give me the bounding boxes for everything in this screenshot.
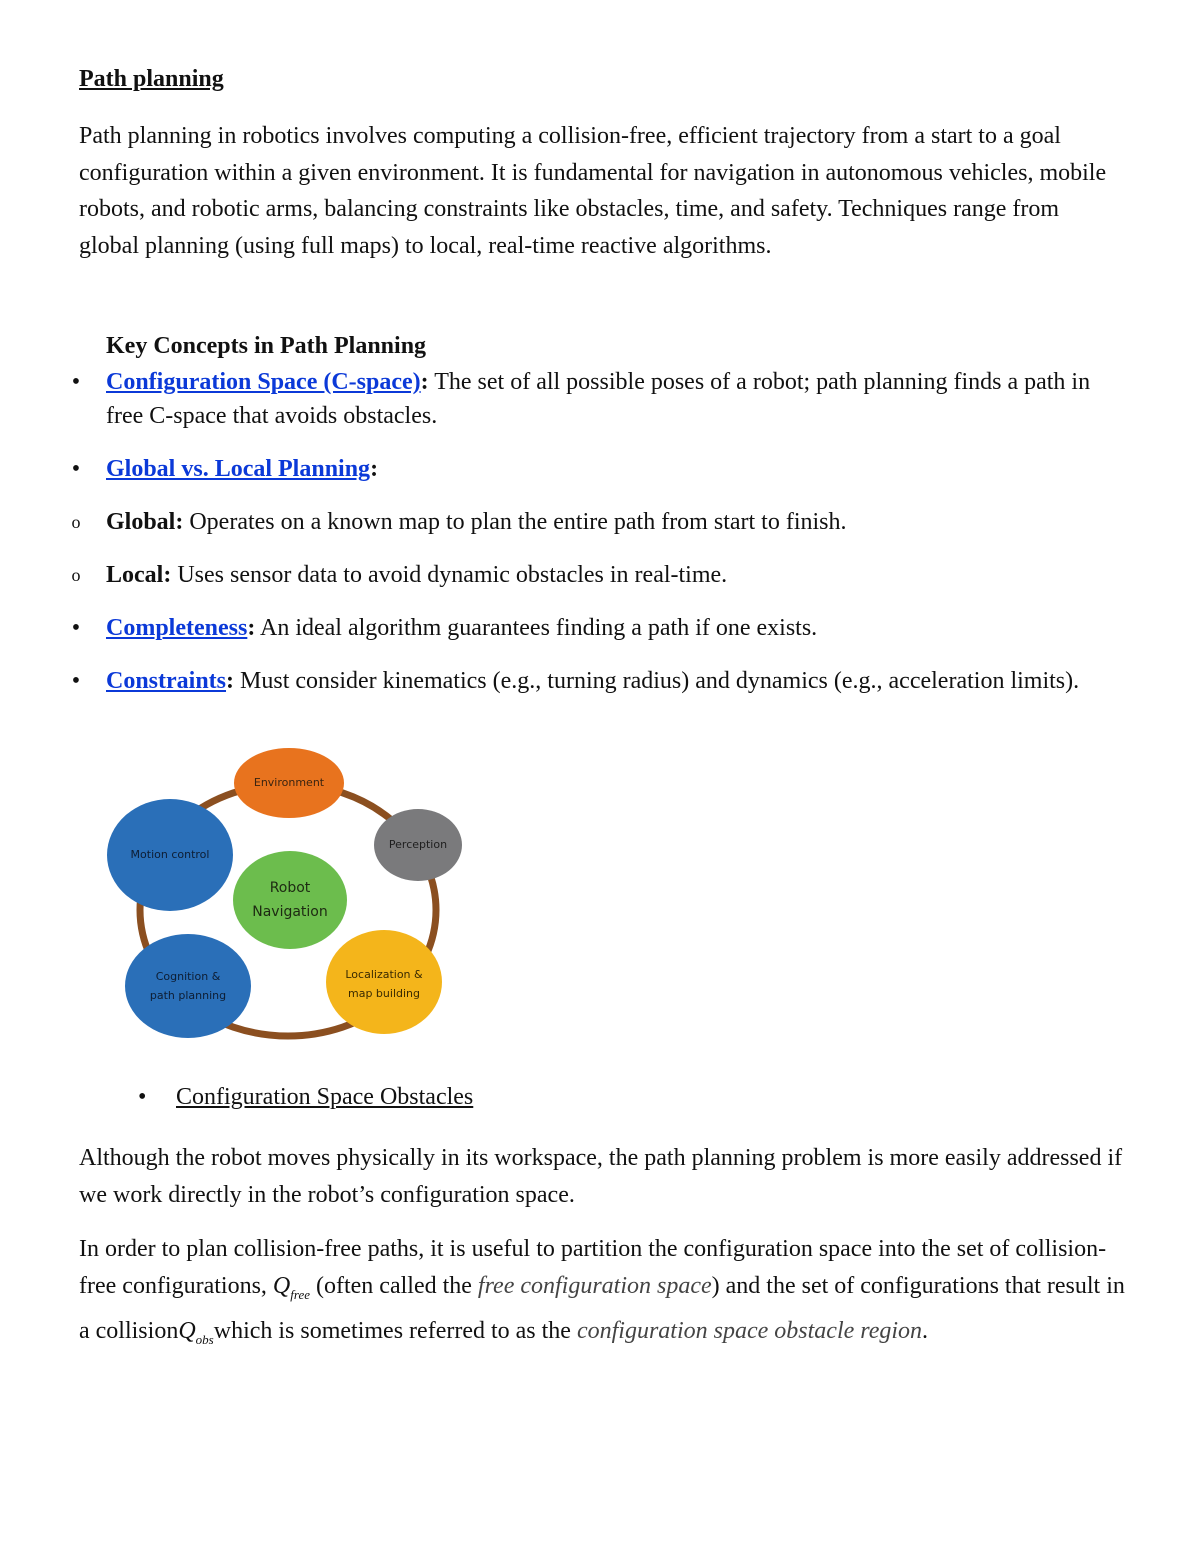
cognition-node: [125, 934, 251, 1038]
cso-label: Configuration Space Obstacles: [176, 1084, 474, 1110]
key-concepts-heading: Key Concepts in Path Planning: [106, 333, 427, 359]
center-circle: [233, 851, 347, 949]
list-item-content: [106, 452, 1096, 486]
list-item-content: [106, 365, 1096, 433]
local-text: Uses sensor data to avoid dynamic obstacles in real-time.: [171, 562, 728, 588]
cognition-label-line1: Cognition &: [155, 970, 221, 983]
bullet-icon: •: [71, 668, 81, 694]
perception-label: Perception: [388, 838, 448, 851]
list-item-content: [106, 664, 1096, 698]
localization-label-line1: Localization &: [345, 968, 423, 981]
para3-text-4: which is sometimes referred to as the: [213, 1317, 577, 1344]
colon: :: [370, 456, 379, 482]
localization-label-line2: map building: [348, 987, 420, 1000]
obstacle-region-term: configuration space obstacle region: [576, 1317, 923, 1344]
constraints-text: Must consider kinematics (e.g., turning radius) and dynamics (e.g., acceleration limits).: [234, 668, 1080, 694]
sub-item-content: [106, 558, 1096, 592]
global-local-link[interactable]: Global vs. Local Planning: [106, 456, 371, 482]
colon: :: [247, 615, 256, 641]
bullet-icon: •: [138, 1084, 147, 1110]
colon: :: [226, 668, 235, 694]
free-configuration-space-term: free configuration space: [477, 1272, 712, 1299]
global-label: Global:: [106, 509, 184, 535]
center-label-line2: Navigation: [252, 904, 328, 920]
para3-text-3: ) and the set of configurations that result in a collision: [79, 1272, 1125, 1344]
motion-control-node: [107, 799, 233, 911]
q-free-letter: Q: [272, 1272, 291, 1299]
para3-text-2: (often called the: [310, 1272, 478, 1299]
localization-circle: [326, 930, 442, 1034]
perception-node: [374, 809, 462, 881]
bullet-icon: •: [71, 615, 81, 641]
bullet-icon: •: [71, 369, 81, 395]
q-free-symbol: [272, 1272, 310, 1302]
cspace-text: The set of all possible poses of a robot; path planning finds a path in free C-space that avoids obstacles.: [106, 369, 1091, 429]
intro-paragraph: Path planning in robotics involves computing a collision-free, efficient trajectory from a start to a goal configuration within a given environment. It is fundamental for navigation in autonomous vehicles, mobile robots, and robotic arms, balancing constraints like obstacles, time, and safety. Techniques range from global planning (using full maps) to local, real-time reactive algorithms.: [79, 123, 1107, 259]
completeness-text: An ideal algorithm guarantees finding a path if one exists.: [255, 615, 818, 641]
sub-bullet-icon: o: [71, 565, 81, 585]
cspace-link[interactable]: Configuration Space (C-space): [106, 369, 421, 395]
center-label-line1: Robot: [269, 880, 311, 896]
q-free-subscript: free: [290, 1286, 310, 1302]
completeness-link[interactable]: Completeness: [106, 615, 248, 641]
q-obs-subscript: obs: [195, 1331, 214, 1347]
list-item-content: [106, 611, 1096, 645]
cognition-circle: [125, 934, 251, 1038]
global-text: Operates on a known map to plan the entire path from start to finish.: [183, 509, 847, 535]
localization-node: [326, 930, 442, 1034]
robot-navigation-diagram: [100, 740, 480, 1060]
sub-item-content: [106, 505, 1096, 539]
colon: :: [420, 369, 429, 395]
environment-node: [234, 748, 344, 818]
cognition-label-line2: path planning: [149, 989, 227, 1002]
sub-bullet-icon: o: [71, 512, 81, 532]
page-title: Path planning: [79, 66, 224, 92]
para3-text-1: In order to plan collision-free paths, it is useful to partition the configuration space into the set of collision-free configurations,: [79, 1236, 1107, 1299]
para3-text-5: .: [922, 1317, 929, 1344]
workspace-paragraph: Although the robot moves physically in its workspace, the path planning problem is more easily addressed if we work directly in the robot’s configuration space.: [79, 1145, 1123, 1208]
local-label: Local:: [106, 562, 172, 588]
environment-label: Environment: [253, 776, 325, 789]
q-obs-symbol: [178, 1317, 214, 1347]
bullet-icon: •: [71, 456, 81, 482]
partition-paragraph: [79, 1231, 1129, 1358]
motion-control-label: Motion control: [130, 848, 210, 861]
constraints-link[interactable]: Constraints: [106, 668, 227, 694]
q-obs-letter: Q: [178, 1317, 196, 1344]
center-node: [233, 851, 347, 949]
